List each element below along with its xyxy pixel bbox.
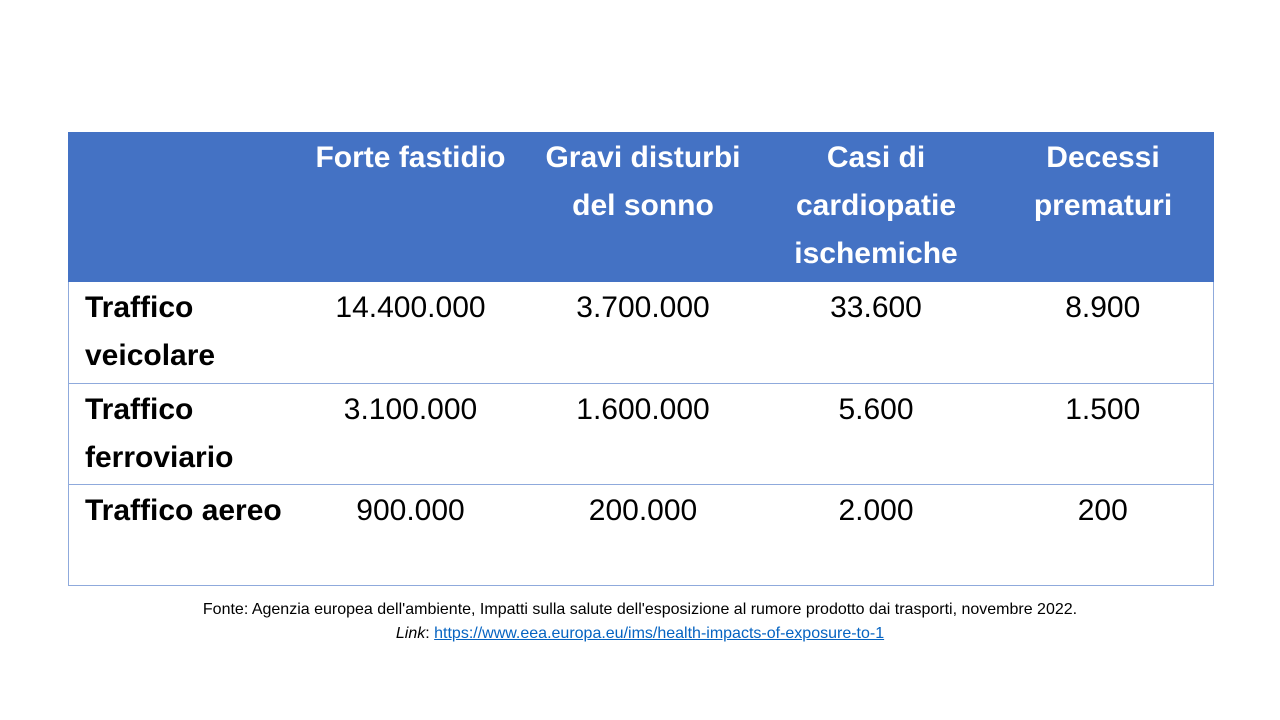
table-cell: 900.000 xyxy=(295,484,527,585)
link-label: Link xyxy=(395,625,426,642)
source-link[interactable]: https://www.eea.europa.eu/ims/health-impacts-of-exposure-to-1 xyxy=(434,625,885,642)
source-text: Fonte: Agenzia europea dell'ambiente, Impatti sulla salute dell'esposizione al rumore prodotto dai trasporti, novembre 2022. xyxy=(202,601,1078,618)
table-cell: 2.000 xyxy=(760,484,993,585)
table-cell: 1.600.000 xyxy=(527,383,760,484)
table-cell: 1.500 xyxy=(993,383,1214,484)
table-cell: 200.000 xyxy=(527,484,760,585)
table-cell: 200 xyxy=(993,484,1214,585)
table-cell: 5.600 xyxy=(760,383,993,484)
table-cell: 33.600 xyxy=(760,282,993,383)
row-label: Traffico aereo xyxy=(69,484,295,585)
header-cell-cardiopatie: Casi di cardiopatie ischemiche xyxy=(760,132,993,282)
table-cell: 14.400.000 xyxy=(295,282,527,383)
source-link-line xyxy=(0,622,1280,646)
header-cell-forte-fastidio: Forte fastidio xyxy=(295,132,527,282)
table-row xyxy=(69,282,1214,383)
source-caption xyxy=(0,598,1280,646)
table-cell: 3.700.000 xyxy=(527,282,760,383)
table-row xyxy=(69,383,1214,484)
header-cell-gravi-disturbi: Gravi disturbi del sonno xyxy=(527,132,760,282)
noise-impact-table xyxy=(68,132,1214,586)
header-cell-decessi: Decessi prematuri xyxy=(993,132,1214,282)
table-cell: 3.100.000 xyxy=(295,383,527,484)
table-row xyxy=(69,484,1214,585)
header-cell-empty xyxy=(69,132,295,282)
row-label: Traffico veicolare xyxy=(69,282,295,383)
row-label: Traffico ferroviario xyxy=(69,383,295,484)
link-separator: : xyxy=(425,625,435,642)
table-header-row xyxy=(69,132,1214,282)
table-cell: 8.900 xyxy=(993,282,1214,383)
